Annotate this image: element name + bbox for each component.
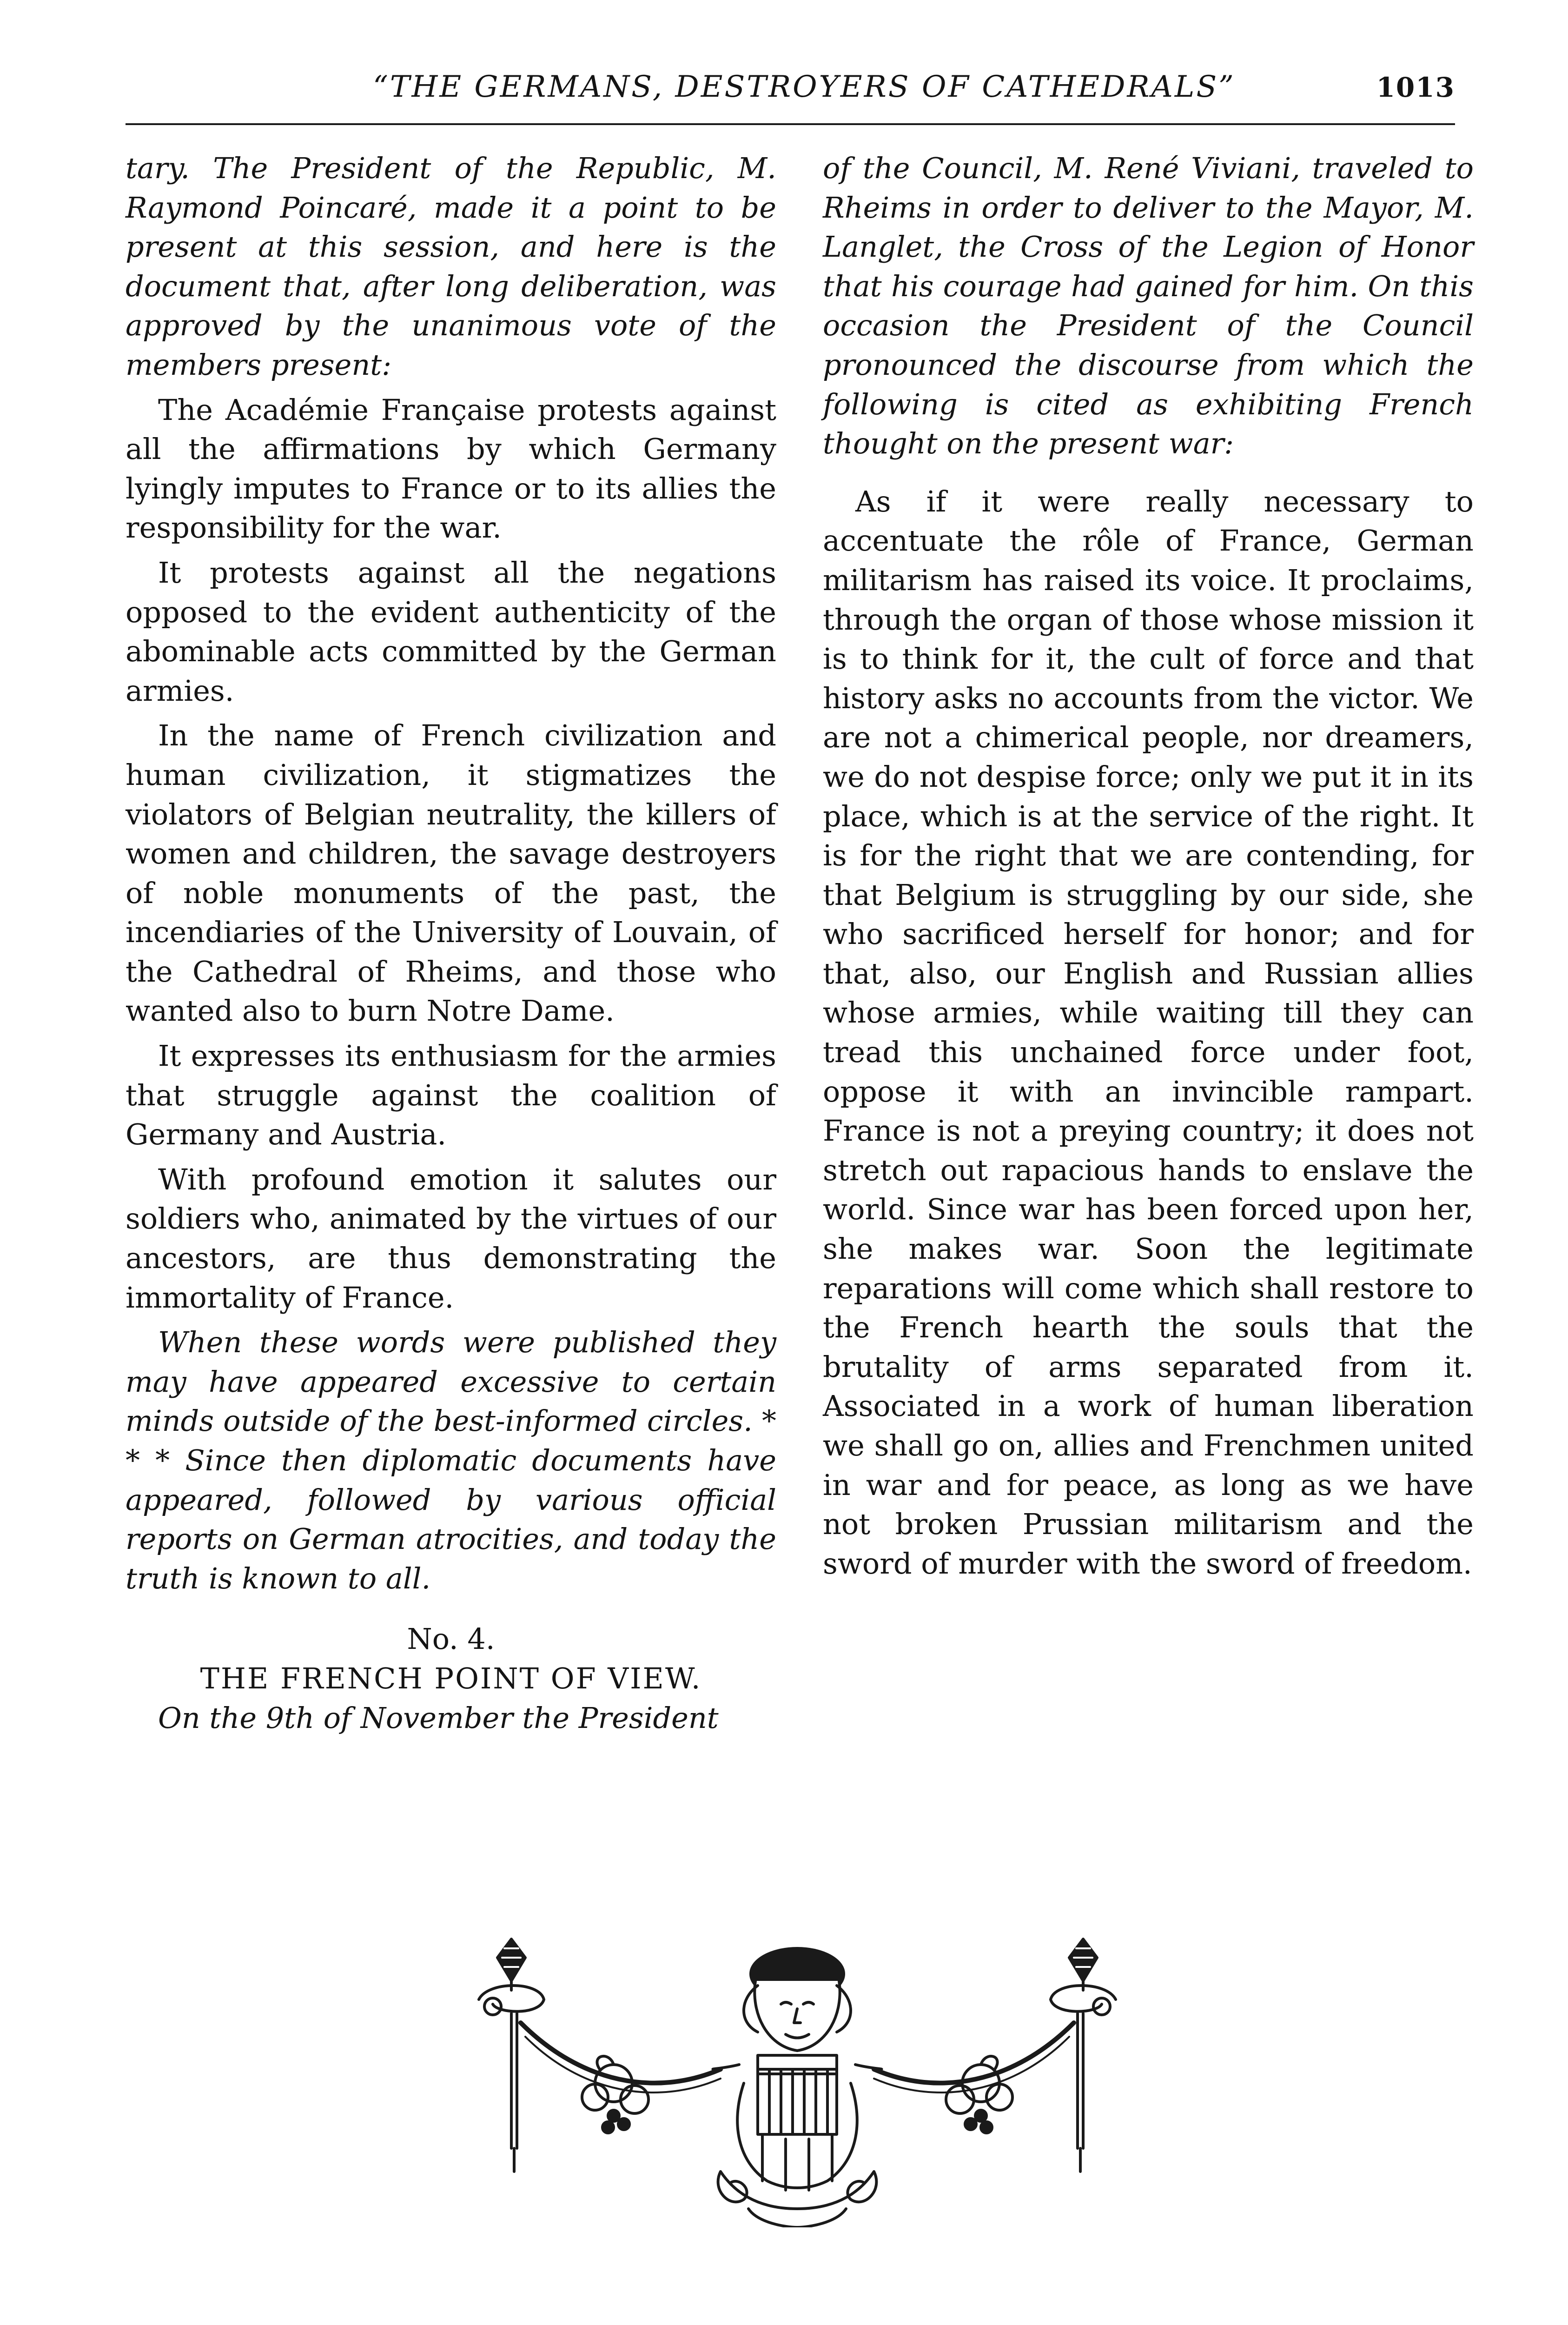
section-title: THE FRENCH POINT OF VIEW. (200, 1661, 702, 1695)
header-rule (126, 123, 1455, 125)
running-head (126, 70, 1455, 121)
quoted-discourse: As if it were really necessary to accentuate the rôle of France, German militarism has raised its voice. It proclaims, through the organ of those whose mission it is to think for it, the cult of force and that history asks no accounts from the victor. We are not a chimerical people, nor dreamers, we do not despise force; only we put it in its place, which is at the service of the right. It is for the right that we are contending, for that Belgium is struggling by our side, she who sacrificed herself for honor; and for that, also, our English and Russian allies whose armies, while waiting till they can tread this unchained force under foot, oppose it with an invincible rampart. France is not a preying country; it does not stretch out rapacious hands to enslave the world. Since war has been forced upon her, she makes war. Soon the legitimate reparations will come which shall restore to the French hearth the souls that the brutality of arms separated from it. Associated in a work of human liberation we shall go on, allies and Frenchmen united in war and for peace, as long as we have not broken Prussian militarism and the sword of murder with the sword of freedom. (823, 484, 1474, 1581)
running-title: “THE GERMANS, DESTROYERS OF CATHEDRALS” (373, 70, 1236, 104)
faun-head (744, 1948, 851, 2051)
right-column (823, 149, 1474, 1589)
intro-paragraph: tary. The President of the Republic, M. Raymond Poincaré, made it a point to be present at this session, and here is the document that, after long deliberation, was approved by the unanimous vote of the members present: (126, 151, 776, 382)
continuation-paragraph: of the Council, M. René Viviani, traveled to Rheims in order to deliver to the Mayor, M. Langlet, the Cross of the Legion of Honor that his courage had gained for him. On this occasion the President of the Council pronounced the discourse from which the following is cited as exhibiting French thought on the present war: (823, 151, 1474, 461)
left-column (126, 149, 776, 1738)
section-heading (126, 1620, 776, 1738)
right-fruit-cluster (946, 2056, 1012, 2133)
section-number: No. 4. (407, 1622, 495, 1656)
right-garland (874, 2023, 1074, 2083)
left-fruit-cluster (582, 2056, 648, 2133)
left-torch-staff (479, 1939, 544, 2172)
body-paragraph: It protests against all the negations opposed to the evident authenticity of the abominable acts committed by the German armies. (126, 555, 776, 708)
body-paragraph: The Académie Française protests against all the affirmations by which Germany lyingly imputes to France or to its allies the responsibility for the war. (126, 392, 776, 545)
closing-paragraph: When these words were published they may have appeared excessive to certain minds outside of the best-informed circles. * * * Since then diplomatic documents have appeared, followed by various official reports on German atrocities, and today the truth is known to all. (126, 1325, 776, 1595)
decorative-tailpiece-icon (460, 1930, 1134, 2227)
page-number: 1013 (1376, 72, 1455, 103)
body-paragraph: It expresses its enthusiasm for the armies that struggle against the coalition of Germany and Austria. (126, 1039, 776, 1152)
body-paragraph: With profound emotion it salutes our soldiers who, animated by the virtues of our ancestors, are thus demonstrating the immortality of France. (126, 1162, 776, 1315)
section-lead: On the 9th of November the President (158, 1701, 719, 1735)
right-torch-staff (1051, 1939, 1116, 2172)
body-paragraph: In the name of French civilization and human civilization, it stigmatizes the violators of Belgian neutrality, the killers of women and children, the savage destroyers of noble monuments of the past, the incendiaries of the University of Louvain, of the Cathedral of Rheims, and those who wanted also to burn Notre Dame. (126, 718, 776, 1028)
left-garland (521, 2023, 721, 2083)
drapery-scroll (718, 2083, 877, 2227)
